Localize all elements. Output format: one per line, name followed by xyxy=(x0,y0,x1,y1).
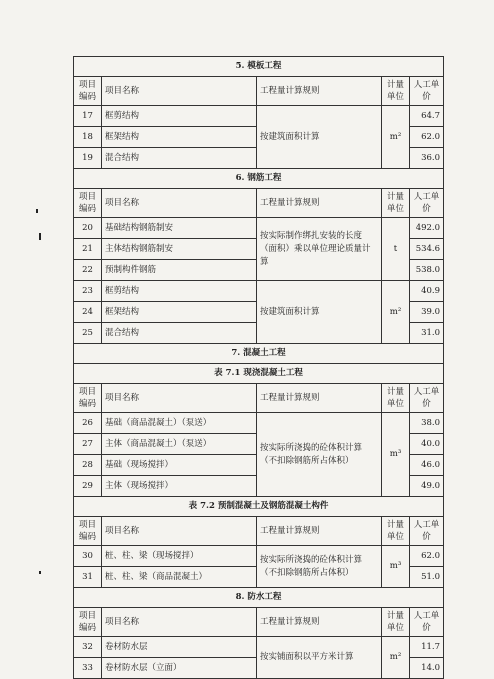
item-name: 混合结构 xyxy=(102,148,257,169)
calc-rule: 按实铺面积以平方米计算 xyxy=(257,637,382,679)
unit: m² xyxy=(382,106,410,169)
header-price: 人工单价 xyxy=(410,384,444,413)
labor-price: 31.0 xyxy=(410,323,444,344)
header-code: 项目编码 xyxy=(74,77,102,106)
item-code: 24 xyxy=(74,302,102,323)
labor-price: 38.0 xyxy=(410,413,444,434)
labor-price: 11.7 xyxy=(410,637,444,658)
header-rule: 工程量计算规则 xyxy=(257,77,382,106)
unit: m³ xyxy=(382,546,410,588)
header-price: 人工单价 xyxy=(410,608,444,637)
header-rule: 工程量计算规则 xyxy=(257,384,382,413)
item-name: 桩、柱、梁（现场搅拌） xyxy=(102,546,257,567)
labor-price: 534.6 xyxy=(410,239,444,260)
labor-price: 64.7 xyxy=(410,106,444,127)
labor-price: 40.9 xyxy=(410,281,444,302)
item-code: 33 xyxy=(74,658,102,679)
item-name: 基础（现场搅拌） xyxy=(102,455,257,476)
item-code: 28 xyxy=(74,455,102,476)
document-page xyxy=(73,56,443,679)
item-name: 卷材防水层（立面） xyxy=(102,658,257,679)
item-code: 17 xyxy=(74,106,102,127)
item-name: 框架结构 xyxy=(102,302,257,323)
unit: m³ xyxy=(382,413,410,497)
header-name: 项目名称 xyxy=(102,77,257,106)
header-code: 项目编码 xyxy=(74,189,102,218)
labor-price: 51.0 xyxy=(410,567,444,588)
item-code: 18 xyxy=(74,127,102,148)
header-name: 项目名称 xyxy=(102,608,257,637)
header-unit: 计量单位 xyxy=(382,517,410,546)
unit: m² xyxy=(382,637,410,679)
item-name: 框剪结构 xyxy=(102,281,257,302)
unit: t xyxy=(382,218,410,281)
calc-rule: 按实际制作绑扎安装的长度（面积）乘以单位理论质量计算 xyxy=(257,218,382,281)
scan-speck xyxy=(36,209,38,213)
header-unit: 计量单位 xyxy=(382,384,410,413)
labor-price: 49.0 xyxy=(410,476,444,497)
labor-price: 46.0 xyxy=(410,455,444,476)
scan-speck xyxy=(39,233,41,240)
section-title: 6. 钢筋工程 xyxy=(74,169,444,189)
labor-price: 36.0 xyxy=(410,148,444,169)
item-name: 主体（现场搅拌） xyxy=(102,476,257,497)
labor-price: 62.0 xyxy=(410,127,444,148)
header-unit: 计量单位 xyxy=(382,608,410,637)
section-title: 8. 防水工程 xyxy=(74,588,444,608)
labor-price: 492.0 xyxy=(410,218,444,239)
labor-price: 538.0 xyxy=(410,260,444,281)
item-name: 基础结构钢筋制安 xyxy=(102,218,257,239)
header-rule: 工程量计算规则 xyxy=(257,189,382,218)
header-name: 项目名称 xyxy=(102,384,257,413)
item-code: 32 xyxy=(74,637,102,658)
calc-rule: 按建筑面积计算 xyxy=(257,281,382,344)
header-price: 人工单价 xyxy=(410,77,444,106)
header-price: 人工单价 xyxy=(410,517,444,546)
item-code: 23 xyxy=(74,281,102,302)
scan-speck xyxy=(39,571,41,574)
unit: m² xyxy=(382,281,410,344)
item-name: 混合结构 xyxy=(102,323,257,344)
item-code: 26 xyxy=(74,413,102,434)
calc-rule: 按实际所浇捣的砼体积计算（不扣除钢筋所占体积） xyxy=(257,413,382,497)
labor-price: 62.0 xyxy=(410,546,444,567)
item-name: 卷材防水层 xyxy=(102,637,257,658)
item-code: 31 xyxy=(74,567,102,588)
item-code: 27 xyxy=(74,434,102,455)
item-code: 22 xyxy=(74,260,102,281)
item-name: 框剪结构 xyxy=(102,106,257,127)
header-name: 项目名称 xyxy=(102,189,257,218)
header-name: 项目名称 xyxy=(102,517,257,546)
header-unit: 计量单位 xyxy=(382,189,410,218)
item-code: 30 xyxy=(74,546,102,567)
item-name: 主体结构钢筋制安 xyxy=(102,239,257,260)
table-subtitle: 表 7.1 现浇混凝土工程 xyxy=(74,364,444,384)
calc-rule: 按建筑面积计算 xyxy=(257,106,382,169)
calc-rule: 按实际所浇捣的砼体积计算（不扣除钢筋所占体积） xyxy=(257,546,382,588)
item-name: 主体（商品混凝土）（泵送） xyxy=(102,434,257,455)
item-name: 预制构件钢筋 xyxy=(102,260,257,281)
item-name: 基础（商品混凝土）（泵送） xyxy=(102,413,257,434)
header-code: 项目编码 xyxy=(74,517,102,546)
labor-price: 39.0 xyxy=(410,302,444,323)
section-title: 7. 混凝土工程 xyxy=(74,344,444,364)
header-rule: 工程量计算规则 xyxy=(257,608,382,637)
item-code: 21 xyxy=(74,239,102,260)
item-code: 25 xyxy=(74,323,102,344)
item-name: 桩、柱、梁（商品混凝土） xyxy=(102,567,257,588)
section-title: 5. 模板工程 xyxy=(74,57,444,77)
labor-price: 14.0 xyxy=(410,658,444,679)
labor-price-table xyxy=(73,56,444,679)
header-unit: 计量单位 xyxy=(382,77,410,106)
item-code: 19 xyxy=(74,148,102,169)
header-code: 项目编码 xyxy=(74,608,102,637)
item-name: 框架结构 xyxy=(102,127,257,148)
item-code: 29 xyxy=(74,476,102,497)
table-subtitle: 表 7.2 预制混凝土及钢筋混凝土构件 xyxy=(74,497,444,517)
item-code: 20 xyxy=(74,218,102,239)
header-code: 项目编码 xyxy=(74,384,102,413)
header-rule: 工程量计算规则 xyxy=(257,517,382,546)
labor-price: 40.0 xyxy=(410,434,444,455)
header-price: 人工单价 xyxy=(410,189,444,218)
